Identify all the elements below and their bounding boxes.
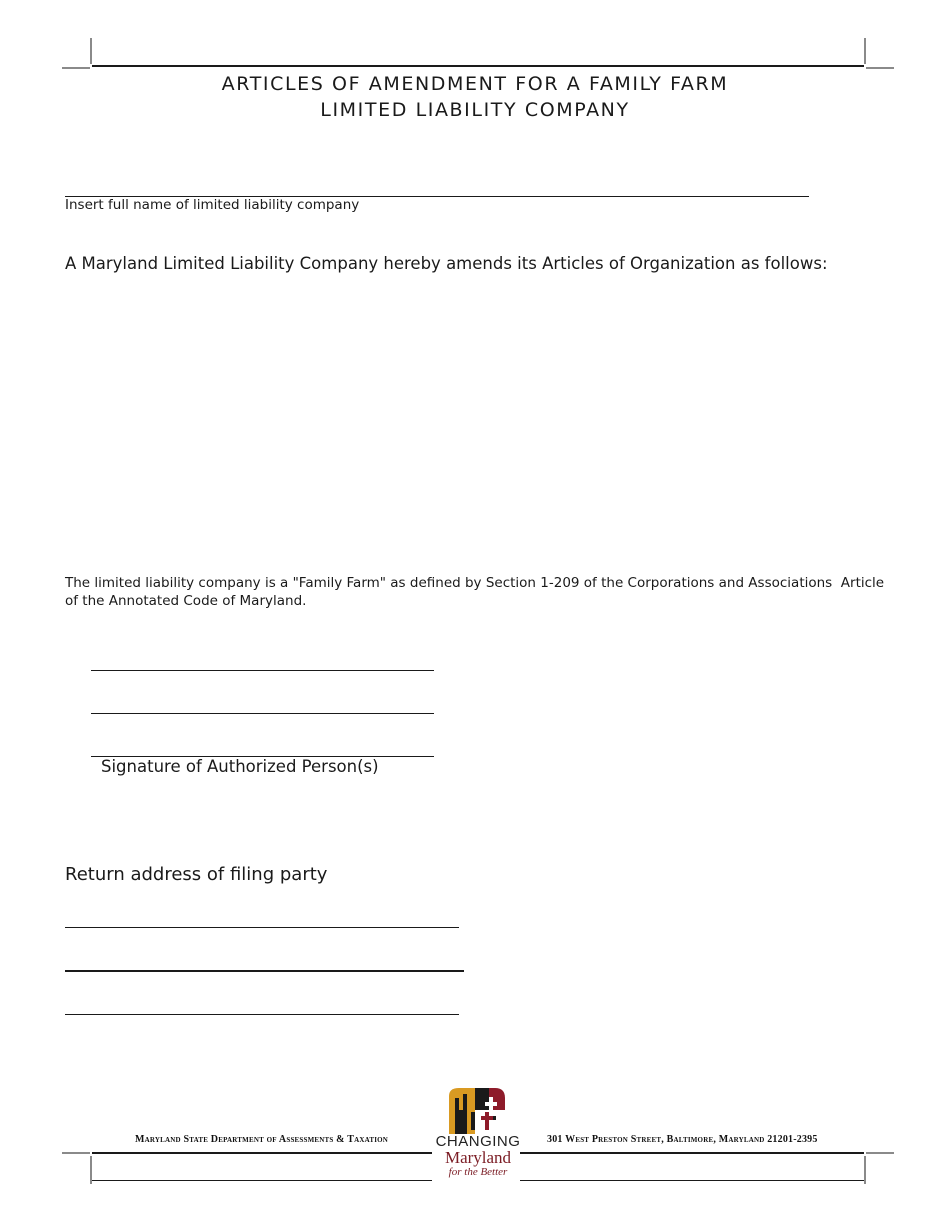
amendment-intro: A Maryland Limited Liability Company hereby amends its Articles of Organization as follows: bbox=[65, 254, 828, 273]
frame-corner-top-right-vertical bbox=[864, 38, 866, 64]
frame-corner-bottom-right-vertical bbox=[864, 1156, 866, 1184]
logo-maryland-text: Maryland bbox=[444, 1148, 512, 1167]
footer-rule-bottom-right bbox=[520, 1180, 864, 1181]
footer-rule-right bbox=[520, 1152, 864, 1154]
return-address-line-3[interactable] bbox=[65, 996, 459, 1015]
frame-corner-bottom-right-horizontal bbox=[866, 1152, 894, 1154]
frame-corner-top-left-vertical bbox=[90, 38, 92, 64]
signature-caption: Signature of Authorized Person(s) bbox=[101, 757, 379, 776]
company-name-input[interactable] bbox=[65, 178, 809, 197]
logo-for-the-better-text: for the Better bbox=[448, 1166, 508, 1178]
changing-maryland-logo bbox=[428, 1086, 528, 1178]
frame-corner-bottom-left-horizontal bbox=[62, 1152, 90, 1154]
footer-rule-bottom-left bbox=[92, 1180, 432, 1181]
frame-corner-top-right-horizontal bbox=[866, 67, 894, 69]
footer-rule-left bbox=[92, 1152, 432, 1154]
document-title-line2: LIMITED LIABILITY COMPANY bbox=[320, 99, 630, 121]
header-rule bbox=[92, 65, 864, 67]
frame-corner-bottom-left-vertical bbox=[90, 1156, 92, 1184]
return-address-line-2[interactable] bbox=[65, 952, 464, 972]
signature-line-2[interactable] bbox=[91, 695, 434, 714]
signature-line-3[interactable] bbox=[91, 738, 434, 757]
family-farm-statement-line1: The limited liability company is a "Family Farm" as defined by Section 1-209 of the Corporations and Associations Article bbox=[65, 575, 885, 591]
signature-line-1[interactable] bbox=[91, 652, 434, 671]
family-farm-statement-line2: of the Annotated Code of Maryland. bbox=[65, 593, 307, 609]
maryland-flag-icon bbox=[445, 1086, 509, 1134]
footer-department: Maryland State Department of Assessments & Taxation bbox=[135, 1134, 389, 1145]
company-name-caption: Insert full name of limited liability company bbox=[65, 197, 360, 213]
footer-address: 301 West Preston Street, Baltimore, Maryland 21201-2395 bbox=[547, 1134, 818, 1145]
logo-changing-text: CHANGING bbox=[435, 1133, 521, 1150]
amendment-text-area[interactable] bbox=[65, 286, 889, 560]
return-address-label: Return address of filing party bbox=[65, 864, 328, 885]
return-address-line-1[interactable] bbox=[65, 909, 459, 928]
frame-corner-top-left-horizontal bbox=[62, 67, 90, 69]
document-title-line1: ARTICLES OF AMENDMENT FOR A FAMILY FARM bbox=[221, 73, 729, 95]
